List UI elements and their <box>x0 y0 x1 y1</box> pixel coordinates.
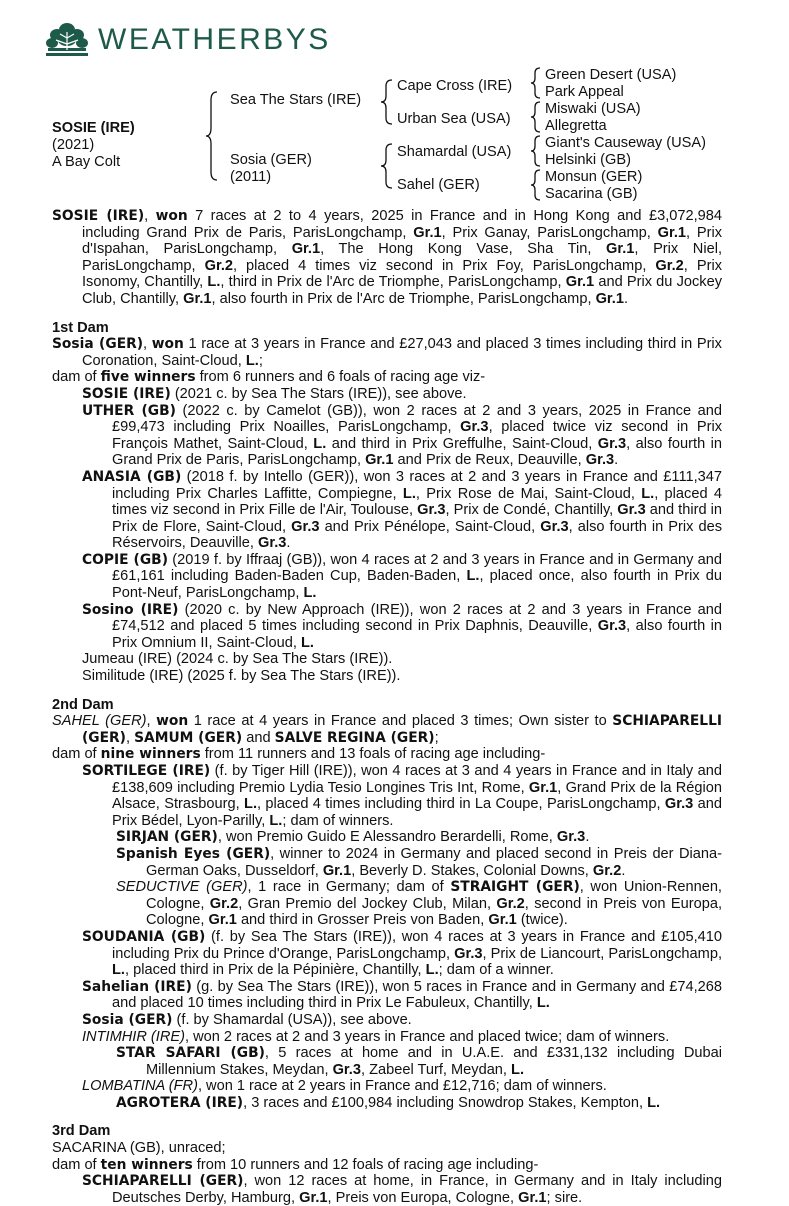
text-run: (f. by Shamardal (USA)), see above. <box>172 1011 412 1028</box>
text-run: Gr.2 <box>496 895 525 912</box>
text-run: , 1 race in Germany; dam of <box>247 879 451 896</box>
text-run: (twice). <box>516 912 568 929</box>
text-run: , placed 4 times viz second in Prix Fille de l'Air, Toulouse, <box>112 485 723 519</box>
ancestor-giants-causeway: Giant's Causeway (USA) <box>545 135 706 151</box>
text-run: SCHIAPARELLI (GER) <box>82 1173 244 1190</box>
dam-sire: Shamardal (USA) <box>397 144 512 160</box>
text-run: L. <box>647 1094 661 1111</box>
dam3-produce-summary <box>52 1157 722 1174</box>
text-run: , also fourth in Grand Prix de Paris, ParisLongchamp, <box>112 435 722 469</box>
produce-similitude: Similitude (IRE) (2025 f. by Sea The Stars (IRE)). <box>82 668 401 685</box>
text-run: , Beverly D. Stakes, Colonial Downs, <box>351 862 593 879</box>
sire-dam: Urban Sea (USA) <box>397 111 511 127</box>
dam2-record <box>52 713 722 746</box>
text-run: , <box>143 336 152 353</box>
text-run: Gr.3 <box>617 502 646 519</box>
text-run: , placed 4 times viz second in Prix Foy, ParisLongchamp, <box>233 257 656 274</box>
text-run: and third in Prix de Flore, Saint-Cloud, <box>112 502 722 535</box>
text-run: L. <box>269 812 283 829</box>
brace-dam <box>380 142 394 190</box>
text-run: , placed 4 times including third in La Coupe, ParisLongchamp, <box>257 796 665 813</box>
text-run: won <box>156 713 189 730</box>
text-run: Gr.1 <box>291 241 321 258</box>
text-run: , second in Preis von Europa, Cologne, <box>146 895 722 929</box>
text-run: Gr.1 <box>208 912 237 929</box>
text-run: L. <box>112 962 125 979</box>
text-run: INTIMHIR (IRE) <box>82 1028 185 1045</box>
dam-dam: Sahel (GER) <box>397 177 480 193</box>
text-run: and third in Prix Greffulhe, Saint-Cloud, <box>326 435 598 452</box>
text-run: five winners <box>100 369 196 386</box>
main-record <box>52 208 722 308</box>
text-run: , Prix Isonomy, Chantilly, <box>82 257 722 291</box>
text-run: (f. by Tiger Hill (IRE)), won 4 races at 3 and 4 years in France and in Italy and £138,609 including Premio Lydia Tesio Longines Tris Int, Rome, <box>112 763 722 796</box>
brace-sire <box>380 78 394 126</box>
produce-lombatina <box>82 1078 722 1095</box>
text-run: Sosia (GER) <box>82 1011 173 1028</box>
text-run: , also fourth in Prix de l'Arc de Triomphe, ParisLongchamp, <box>211 290 596 307</box>
text-run: dam of <box>52 746 101 763</box>
text-run: STRAIGHT (GER) <box>450 879 580 896</box>
text-run: Gr.1 <box>488 912 517 929</box>
text-run: won <box>155 208 188 224</box>
produce-star-safari <box>116 1045 722 1078</box>
text-run: Gr.1 <box>183 290 212 307</box>
text-run: , won Premio Guido E Alessandro Berardelli, Rome, <box>217 829 557 846</box>
text-run: , The Hong Kong Vase, Sha Tin, <box>320 241 606 258</box>
text-run: from 10 runners and 12 foals of racing age including- <box>192 1156 539 1173</box>
produce-seductive <box>116 879 722 929</box>
text-run: (2020 c. by New Approach (IRE)), won 2 races at 2 and 3 years in France and £74,512 and placed 5 times including second in Prix Daphnis, Deauville, <box>112 601 723 635</box>
text-run: and Prix du Jockey Club, Chantilly, <box>82 274 723 307</box>
text-run: L. <box>425 962 439 979</box>
text-run: Gr.3 <box>556 829 586 846</box>
dam3-record: SACARINA (GB), unraced; <box>52 1140 226 1157</box>
text-run: Spanish Eyes (GER) <box>116 845 271 862</box>
text-run: L. <box>536 995 550 1012</box>
text-run: L. <box>303 585 317 602</box>
brand-name: WEATHERBYS <box>98 22 331 56</box>
text-run: AGROTERA (IRE) <box>116 1094 244 1111</box>
text-run: 1 race at 3 years in France and £27,043 and placed 3 times including third in Prix Coronation, Saint-Cloud, <box>82 336 722 369</box>
dam1-record <box>52 336 722 369</box>
text-run: , <box>146 713 157 730</box>
dam: Sosia (GER) <box>230 152 312 168</box>
text-run: SALVE REGINA (GER) <box>274 729 435 746</box>
produce-sosie <box>82 386 722 403</box>
text-run: Gr.3 <box>664 796 694 813</box>
dam2-produce-summary <box>52 746 722 763</box>
text-run: Gr.3 <box>597 435 627 452</box>
text-run: (f. by Sea The Stars (IRE)), won 4 races at 3 years in France and £105,410 including Prix du Prince d'Orange, ParisLongchamp, <box>112 928 722 962</box>
text-run: ; <box>258 352 263 369</box>
text-run: ten winners <box>100 1156 193 1173</box>
text-run: Gr.2 <box>204 257 233 274</box>
text-run: nine winners <box>100 746 201 763</box>
text-run: SAMUM (GER) <box>134 729 243 746</box>
heading-2nd-dam: 2nd Dam <box>52 696 114 713</box>
heading-3rd-dam: 3rd Dam <box>52 1123 111 1140</box>
text-run: . <box>614 452 619 469</box>
ancestor-sacarina: Sacarina (GB) <box>545 186 638 202</box>
text-run: . <box>585 829 590 846</box>
text-run: L. <box>466 568 480 585</box>
text-run: Gr.3 <box>417 502 446 519</box>
text-run: from 6 runners and 6 foals of racing age viz- <box>195 369 486 386</box>
text-run: Gr.3 <box>258 535 287 552</box>
text-run: from 11 runners and 13 foals of racing age including- <box>200 746 546 763</box>
produce-anasia <box>82 469 722 552</box>
text-run: , placed third in Prix de la Pépinière, Chantilly, <box>124 962 426 979</box>
text-run: Sahelian (IRE) <box>82 978 192 995</box>
dam-year: (2011) <box>230 169 272 185</box>
text-run: , Prix d'Ispahan, ParisLongchamp, <box>82 224 722 258</box>
text-run: , won Union-Rennen, Cologne, <box>146 879 722 912</box>
text-run: (2022 c. by Camelot (GB)), won 2 races at 2 and 3 years, 2025 in France and £99,473 including Prix Noailles, ParisLongchamp, <box>112 402 722 436</box>
text-run: dam of <box>52 369 101 386</box>
text-run: SCHIAPARELLI (GER) <box>82 713 723 746</box>
text-run: L. <box>245 352 259 369</box>
ancestor-green-desert: Green Desert (USA) <box>545 67 677 83</box>
text-run: SOUDANIA (GB) <box>82 928 206 945</box>
text-run: UTHER (GB) <box>82 402 176 419</box>
text-run: L. <box>402 485 416 502</box>
text-run: Gr.1 <box>322 862 352 879</box>
text-run: Gr.1 <box>595 290 624 307</box>
text-run: Gr.3 <box>540 518 569 535</box>
text-run: L. <box>244 796 258 813</box>
text-run: , <box>144 208 156 224</box>
pedigree-chart <box>0 0 789 210</box>
brace-g3 <box>530 134 542 168</box>
horse-name: SOSIE (IRE) <box>52 120 135 136</box>
text-run: Gr.2 <box>592 862 622 879</box>
text-run: Gr.1 <box>518 1189 547 1206</box>
produce-soudania <box>82 929 722 979</box>
text-run: (2021 c. by Sea The Stars (IRE)), see above. <box>170 385 467 402</box>
text-run: STAR SAFARI (GB) <box>116 1045 265 1062</box>
brace-g4 <box>530 168 542 202</box>
produce-copie <box>82 552 722 602</box>
produce-sirjan <box>116 829 722 846</box>
horse-year: (2021) <box>52 137 95 153</box>
text-run: Gr.3 <box>454 945 483 962</box>
text-run: and <box>242 729 275 746</box>
text-run: ; dam of a winner. <box>438 962 554 979</box>
produce-jumeau: Jumeau (IRE) (2024 c. by Sea The Stars (IRE)). <box>82 651 393 668</box>
text-run: (2018 f. by Intello (GER)), won 3 races at 2 and 3 years in France and £111,347 including Prix Charles Laffitte, Compiegne, <box>112 468 723 502</box>
text-run: ; sire. <box>546 1189 583 1206</box>
text-run: , won 12 races at home, in France, in Germany and in Italy including Deutsches Derby, Hamburg, <box>112 1173 722 1206</box>
text-run: SORTILEGE (IRE) <box>82 763 211 779</box>
text-run: dam of <box>52 1156 101 1173</box>
racing-record <box>52 208 722 1206</box>
text-run: , won 2 races at 2 and 3 years in France and placed twice; dam of winners. <box>184 1028 670 1045</box>
text-run: , <box>125 729 135 746</box>
text-run: , 5 races at home and in U.A.E. and £331,132 including Dubai Millennium Stakes, Meydan, <box>146 1045 723 1078</box>
text-run: , Grand Prix de la Région Alsace, Strasbourg, <box>112 779 723 813</box>
text-run: (g. by Sea The Stars (IRE)), won 5 races in France and in Germany and £74,268 and placed 10 times including third in Prix Le Fabuleux, Chantilly, <box>112 978 722 1012</box>
text-run: ; <box>434 729 439 746</box>
text-run: LOMBATINA (FR) <box>82 1078 198 1095</box>
brace-g1 <box>530 66 542 100</box>
text-run: L. <box>207 274 221 291</box>
sire-sire: Cape Cross (IRE) <box>397 78 513 94</box>
text-run: . <box>286 535 291 552</box>
text-run: , Zabeel Turf, Meydan, <box>360 1061 512 1078</box>
text-run: and third in Grosser Preis von Baden, <box>236 912 489 929</box>
heading-1st-dam: 1st Dam <box>52 319 109 336</box>
text-run: Gr.1 <box>606 241 635 258</box>
sire: Sea The Stars (IRE) <box>230 92 362 108</box>
dam1-produce-summary <box>52 369 722 386</box>
text-run: L. <box>300 634 314 651</box>
text-run: . <box>621 862 626 879</box>
produce-uther <box>82 403 722 469</box>
text-run: L. <box>641 485 655 502</box>
text-run: 7 races at 2 to 4 years, 2025 in France and in Hong Kong and £3,072,984 including Grand Prix de Paris, ParisLongchamp, <box>82 208 723 241</box>
ancestor-park-appeal: Park Appeal <box>545 84 624 100</box>
text-run: Sosino (IRE) <box>82 601 179 618</box>
brace-g2 <box>530 100 542 134</box>
ancestor-allegretta: Allegretta <box>545 118 607 134</box>
horse-description: A Bay Colt <box>52 154 121 170</box>
produce-schiaparelli <box>82 1173 722 1206</box>
brace-main <box>205 90 219 182</box>
text-run: SEDUCTIVE (GER) <box>116 879 248 896</box>
produce-sosino <box>82 602 722 652</box>
text-run: , Preis von Europa, Cologne, <box>327 1189 519 1206</box>
text-run: SOSIE (IRE) <box>82 385 171 402</box>
produce-sahelian <box>82 979 722 1012</box>
text-run: Gr.3 <box>597 618 627 635</box>
text-run: Gr.2 <box>209 895 239 912</box>
text-run: . <box>623 290 629 307</box>
text-run: 1 race at 4 years in France and placed 3 times; Own sister to <box>188 713 613 730</box>
ancestor-miswaki: Miswaki (USA) <box>545 101 641 117</box>
text-run: Gr.3 <box>460 419 489 436</box>
text-run: , Prix Niel, ParisLongchamp, <box>82 241 723 274</box>
produce-intimhir <box>82 1029 722 1046</box>
text-run: Sosia (GER) <box>52 336 144 353</box>
text-run: , Prix de Condé, Chantilly, <box>445 502 618 519</box>
text-run: ; dam of winners. <box>282 812 394 829</box>
text-run: , won 1 race at 2 years in France and £12,716; dam of winners. <box>197 1078 607 1095</box>
text-run: Gr.3 <box>585 452 615 469</box>
text-run: , Prix Ganay, ParisLongchamp, <box>441 224 658 241</box>
text-run: L. <box>313 435 327 452</box>
text-run: Gr.1 <box>365 452 394 469</box>
text-run: , Prix Rose de Mai, Saint-Cloud, <box>415 485 642 502</box>
text-run: , also fourth in Prix des Réservoirs, Deauville, <box>112 518 722 552</box>
text-run: and Prix Pénélope, Saint-Cloud, <box>319 518 541 535</box>
text-run: SAHEL (GER) <box>52 713 147 730</box>
text-run: SIRJAN (GER) <box>116 829 218 846</box>
text-run: and Prix Bédel, Lyon-Parilly, <box>112 796 722 829</box>
text-run: Gr.1 <box>299 1189 328 1206</box>
text-run: , also fourth in Prix Omnium II, Saint-Cloud, <box>112 618 722 651</box>
produce-spanish-eyes <box>116 846 722 879</box>
text-run: Gr.3 <box>291 518 320 535</box>
text-run: , placed twice viz second in Prix François Mathet, Saint-Cloud, <box>112 419 722 452</box>
produce-agrotera <box>116 1095 722 1112</box>
text-run: , Gran Premio del Jockey Club, Milan, <box>238 895 497 912</box>
produce-sortilege <box>82 763 722 829</box>
text-run: (2019 f. by Iffraaj (GB)), won 4 races at 2 and 3 years in France and in Germany and £61,161 including Baden-Baden Cup, Baden-Baden, <box>112 551 723 585</box>
ancestor-monsun: Monsun (GER) <box>545 169 643 185</box>
produce-sosia-ref <box>82 1012 722 1029</box>
text-run: COPIE (GB) <box>82 551 169 568</box>
text-run: , placed once, also fourth in Prix du Pont-Neuf, ParisLongchamp, <box>112 568 722 602</box>
text-run: Gr.1 <box>565 274 595 291</box>
text-run: won <box>151 336 184 353</box>
text-run: Gr.1 <box>528 779 558 796</box>
text-run: Gr.1 <box>657 224 686 241</box>
text-run: L. <box>511 1061 525 1078</box>
text-run: SOSIE (IRE) <box>52 208 145 224</box>
text-run: , third in Prix de l'Arc de Triomphe, ParisLongchamp, <box>220 274 566 291</box>
ancestor-helsinki: Helsinki (GB) <box>545 152 631 168</box>
text-run: Gr.1 <box>413 224 442 241</box>
text-run: Gr.2 <box>655 257 684 274</box>
text-run: , winner to 2024 in Germany and placed second in Preis der Diana-German Oaks, Dusseldorf, <box>146 845 723 879</box>
text-run: and Prix de Reux, Deauville, <box>393 452 586 469</box>
text-run: , 3 races and £100,984 including Snowdrop Stakes, Kempton, <box>243 1094 648 1111</box>
text-run: Gr.3 <box>332 1061 361 1078</box>
text-run: , Prix de Liancourt, ParisLongchamp, <box>482 945 722 962</box>
text-run: ANASIA (GB) <box>82 468 182 485</box>
